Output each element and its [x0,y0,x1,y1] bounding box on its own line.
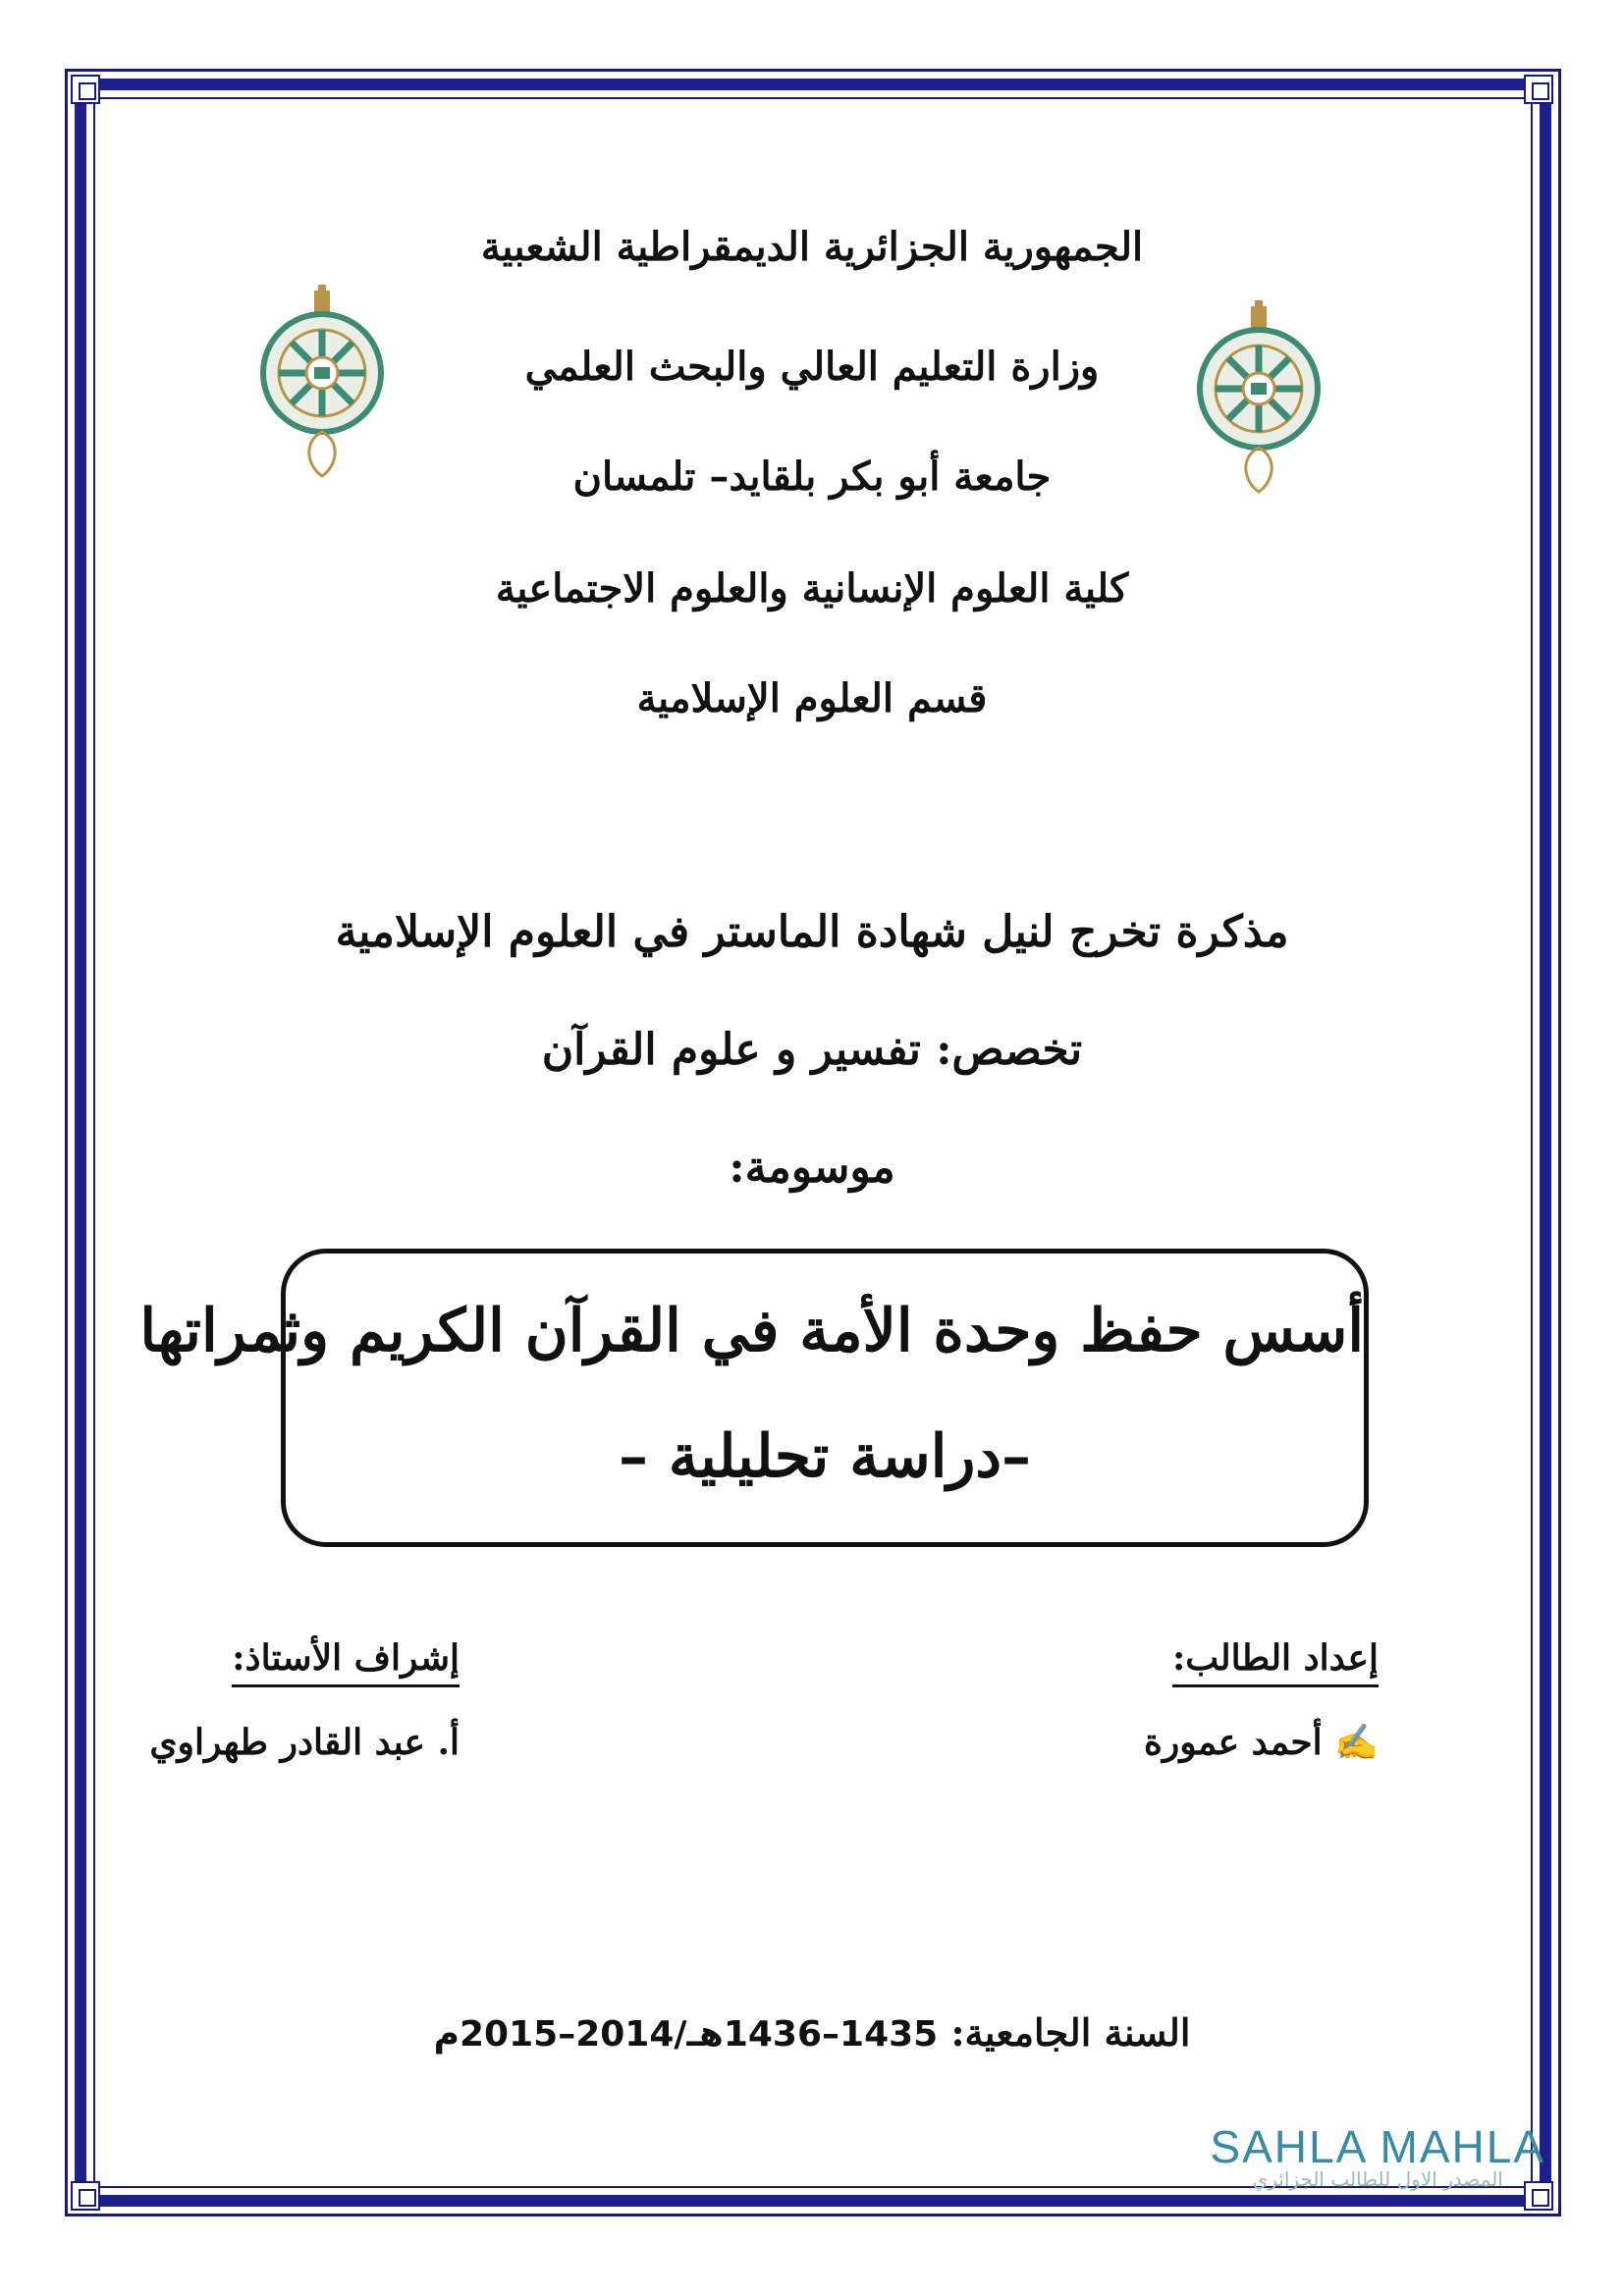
university-name: جامعة أبو بكر بلقايد– تلمسان [572,454,1052,500]
student-block [1144,1637,1379,1763]
academic-year-value: 1435–1436هـ/2014–2015م [433,2014,939,2055]
specialty: تخصص: تفسير و علوم القرآن [541,1025,1083,1075]
watermark-tagline: المصدر الاول للطالب الجزائري [1252,2167,1503,2191]
academic-year-label: السنة الجامعية: [950,2010,1191,2055]
border-corner-bottom-left [71,2181,100,2211]
supervisor-label: إشراف الأستاذ: [232,1637,460,1687]
border-corner-top-left [71,75,100,104]
student-name: ✍ أحمد عمورة [1144,1722,1379,1763]
faculty-name: كلية العلوم الإنسانية والعلوم الاجتماعية [495,565,1129,612]
country-name: الجمهورية الجزائرية الديمقراطية الشعبية [480,224,1144,270]
watermark-logo-text: SAHLA MAHLA [1210,2121,1545,2172]
degree-statement: مذكرة تخرج لنيل شهادة الماستر في العلوم الإسلامية [335,907,1289,957]
academic-year [0,2010,1624,2055]
department-name: قسم العلوم الإسلامية [636,675,988,721]
ministry-name: وزارة التعليم العالي والبحث العلمي [524,344,1100,390]
thesis-title-box [139,1249,1369,1547]
student-label: إعداد الطالب: [1172,1637,1379,1687]
supervisor-name: أ. عبد القادر طهراوي [149,1722,460,1763]
titled-label: موسومة: [729,1143,895,1193]
thesis-title: أسس حفظ وحدة الأمة في القرآن الكريم وثمراتها [139,1297,1364,1365]
watermark [1210,2120,1545,2191]
supervisor-block [149,1637,460,1763]
border-corner-top-right [1524,75,1553,104]
thesis-subtitle: –دراسة تحليلية – [618,1422,1032,1491]
